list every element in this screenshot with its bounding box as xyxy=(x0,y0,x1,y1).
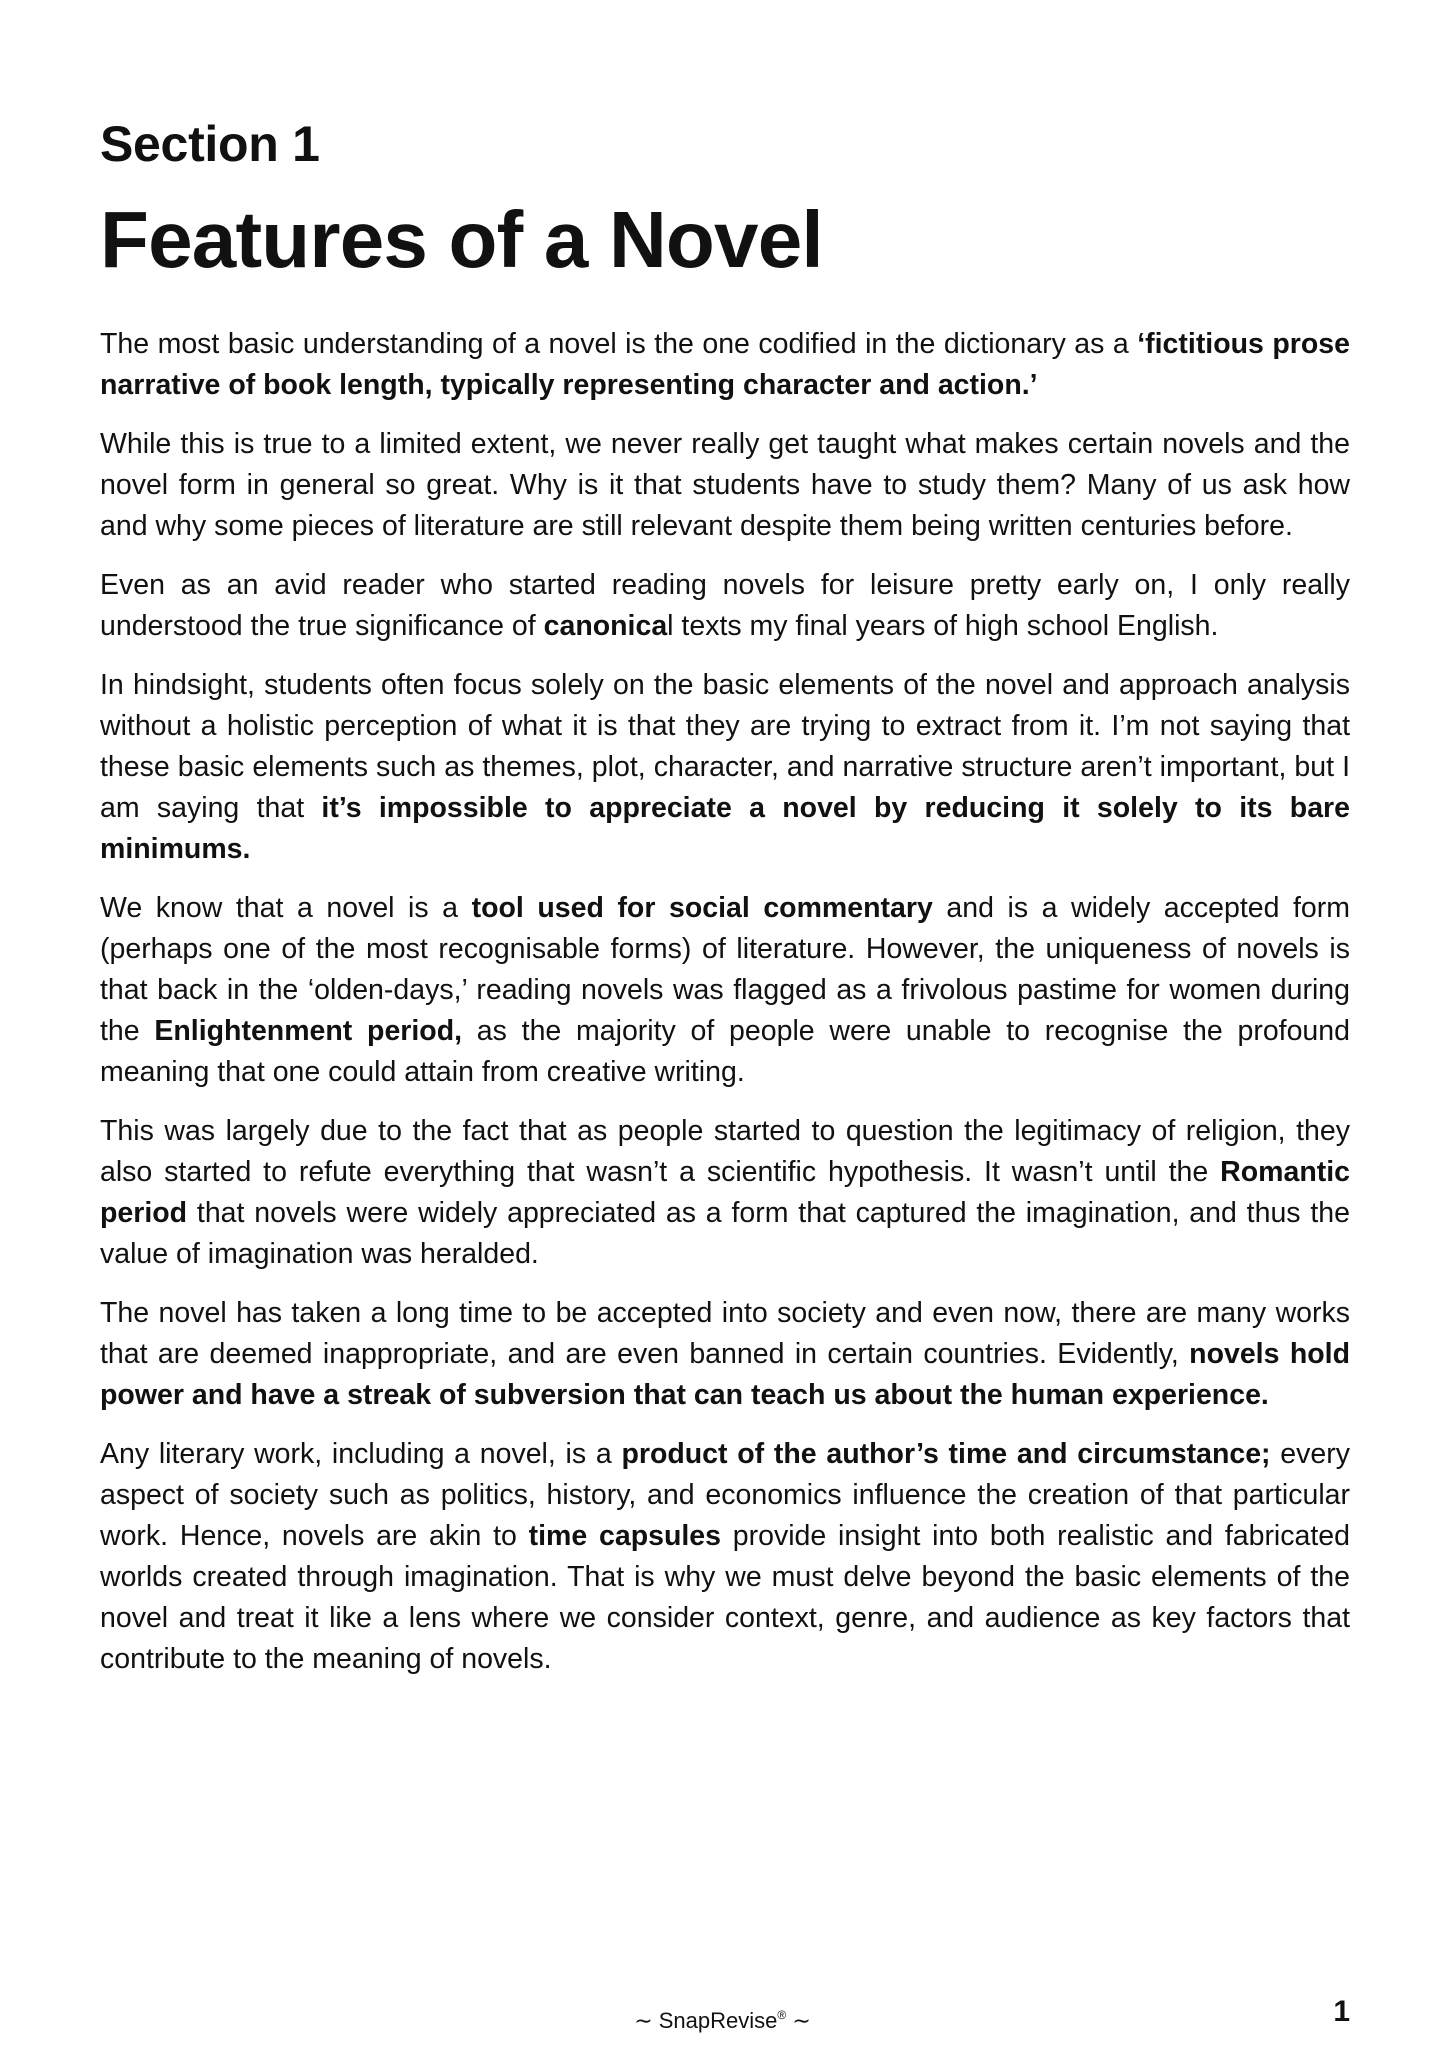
text-run: The novel has taken a long time to be accepted into society and even now, there are many works that are deemed inappropriate, and are even banned in certain countries. Evidently, xyxy=(100,1297,1350,1370)
text-run: Even as an avid reader who started reading novels for leisure pretty early on, I only really understood the true significance of xyxy=(100,569,1350,642)
page-footer xyxy=(0,1995,1445,2040)
text-run: every aspect of society such as politics, history, and economics influence the creation of that particular work. Hence, novels are akin to xyxy=(100,1438,1350,1552)
bold-phrase: it’s impossible to appreciate a novel by reducing it solely to its bare minimums. xyxy=(100,792,1350,865)
page-number: 1 xyxy=(1333,1995,1350,2028)
text-run: and is a widely accepted form (perhaps one of the most recognisable forms) of literature. However, the uniqueness of novels is that back in the ‘olden-days,’ reading novels was flagged as a frivolous pastime for women during the xyxy=(100,892,1350,1047)
bold-phrase: Enlightenment period, xyxy=(154,1015,463,1047)
body-paragraph xyxy=(100,1111,1350,1275)
bold-phrase: tool used for social commentary xyxy=(471,892,933,924)
body-paragraph xyxy=(100,1293,1350,1416)
text-run: that novels were widely appreciated as a form that captured the imagination, and thus the value of imagination was heralded. xyxy=(100,1197,1350,1270)
bold-phrase: product of the author’s time and circumstance; xyxy=(621,1438,1271,1470)
text-run: While this is true to a limited extent, we never really get taught what makes certain novels and the novel form in general so great. Why is it that students have to study them? Many of us ask how and why some pieces of literature are still relevant despite them being written centuries before. xyxy=(100,428,1350,542)
text-run: This was largely due to the fact that as people started to question the legitimacy of religion, they also started to refute everything that wasn’t a scientific hypothesis. It wasn’t until the xyxy=(100,1115,1350,1188)
text-run: In hindsight, students often focus solely on the basic elements of the novel and approach analysis without a holistic perception of what it is that they are trying to extract from it. I’m not saying that these basic elements such as themes, plot, character, and narrative structure aren’t important, but I am saying that xyxy=(100,669,1350,824)
bold-phrase: time capsules xyxy=(528,1520,721,1552)
bold-phrase: ‘fictitious prose narrative of book length, typically representing character and action.’ xyxy=(100,328,1350,401)
body-text xyxy=(100,324,1350,1680)
document-page xyxy=(100,100,1350,1698)
footer-tilde-right: ∼ xyxy=(792,2009,811,2034)
bold-phrase: novels hold power and have a streak of subversion that can teach us about the human experience. xyxy=(100,1338,1350,1411)
body-paragraph xyxy=(100,665,1350,870)
text-run: provide insight into both realistic and fabricated worlds created through imagination. That is why we must delve beyond the basic elements of the novel and treat it like a lens where we consider context, genre, and audience as key factors that contribute to the meaning of novels. xyxy=(100,1520,1350,1675)
body-paragraph xyxy=(100,424,1350,547)
body-paragraph xyxy=(100,324,1350,406)
text-run: as the majority of people were unable to recognise the profound meaning that one could attain from creative writing. xyxy=(100,1015,1350,1088)
body-paragraph xyxy=(100,888,1350,1093)
body-paragraph xyxy=(100,565,1350,647)
text-run: Any literary work, including a novel, is a xyxy=(100,1438,622,1470)
footer-tilde-left: ∼ xyxy=(634,2009,653,2034)
page-title: Features of a Novel xyxy=(100,195,823,284)
text-run: The most basic understanding of a novel is the one codified in the dictionary as a xyxy=(100,328,1138,360)
bold-phrase: Romantic period xyxy=(100,1156,1350,1229)
text-run: We know that a novel is a xyxy=(100,892,472,924)
footer-brand xyxy=(0,2000,1445,2037)
body-paragraph xyxy=(100,1434,1350,1680)
registered-mark: ® xyxy=(777,2008,787,2022)
section-label: Section 1 xyxy=(100,116,320,172)
text-run: l texts my final years of high school English. xyxy=(667,610,1219,642)
footer-brand-name: SnapRevise xyxy=(658,2008,778,2033)
bold-phrase: canonica xyxy=(543,610,668,642)
